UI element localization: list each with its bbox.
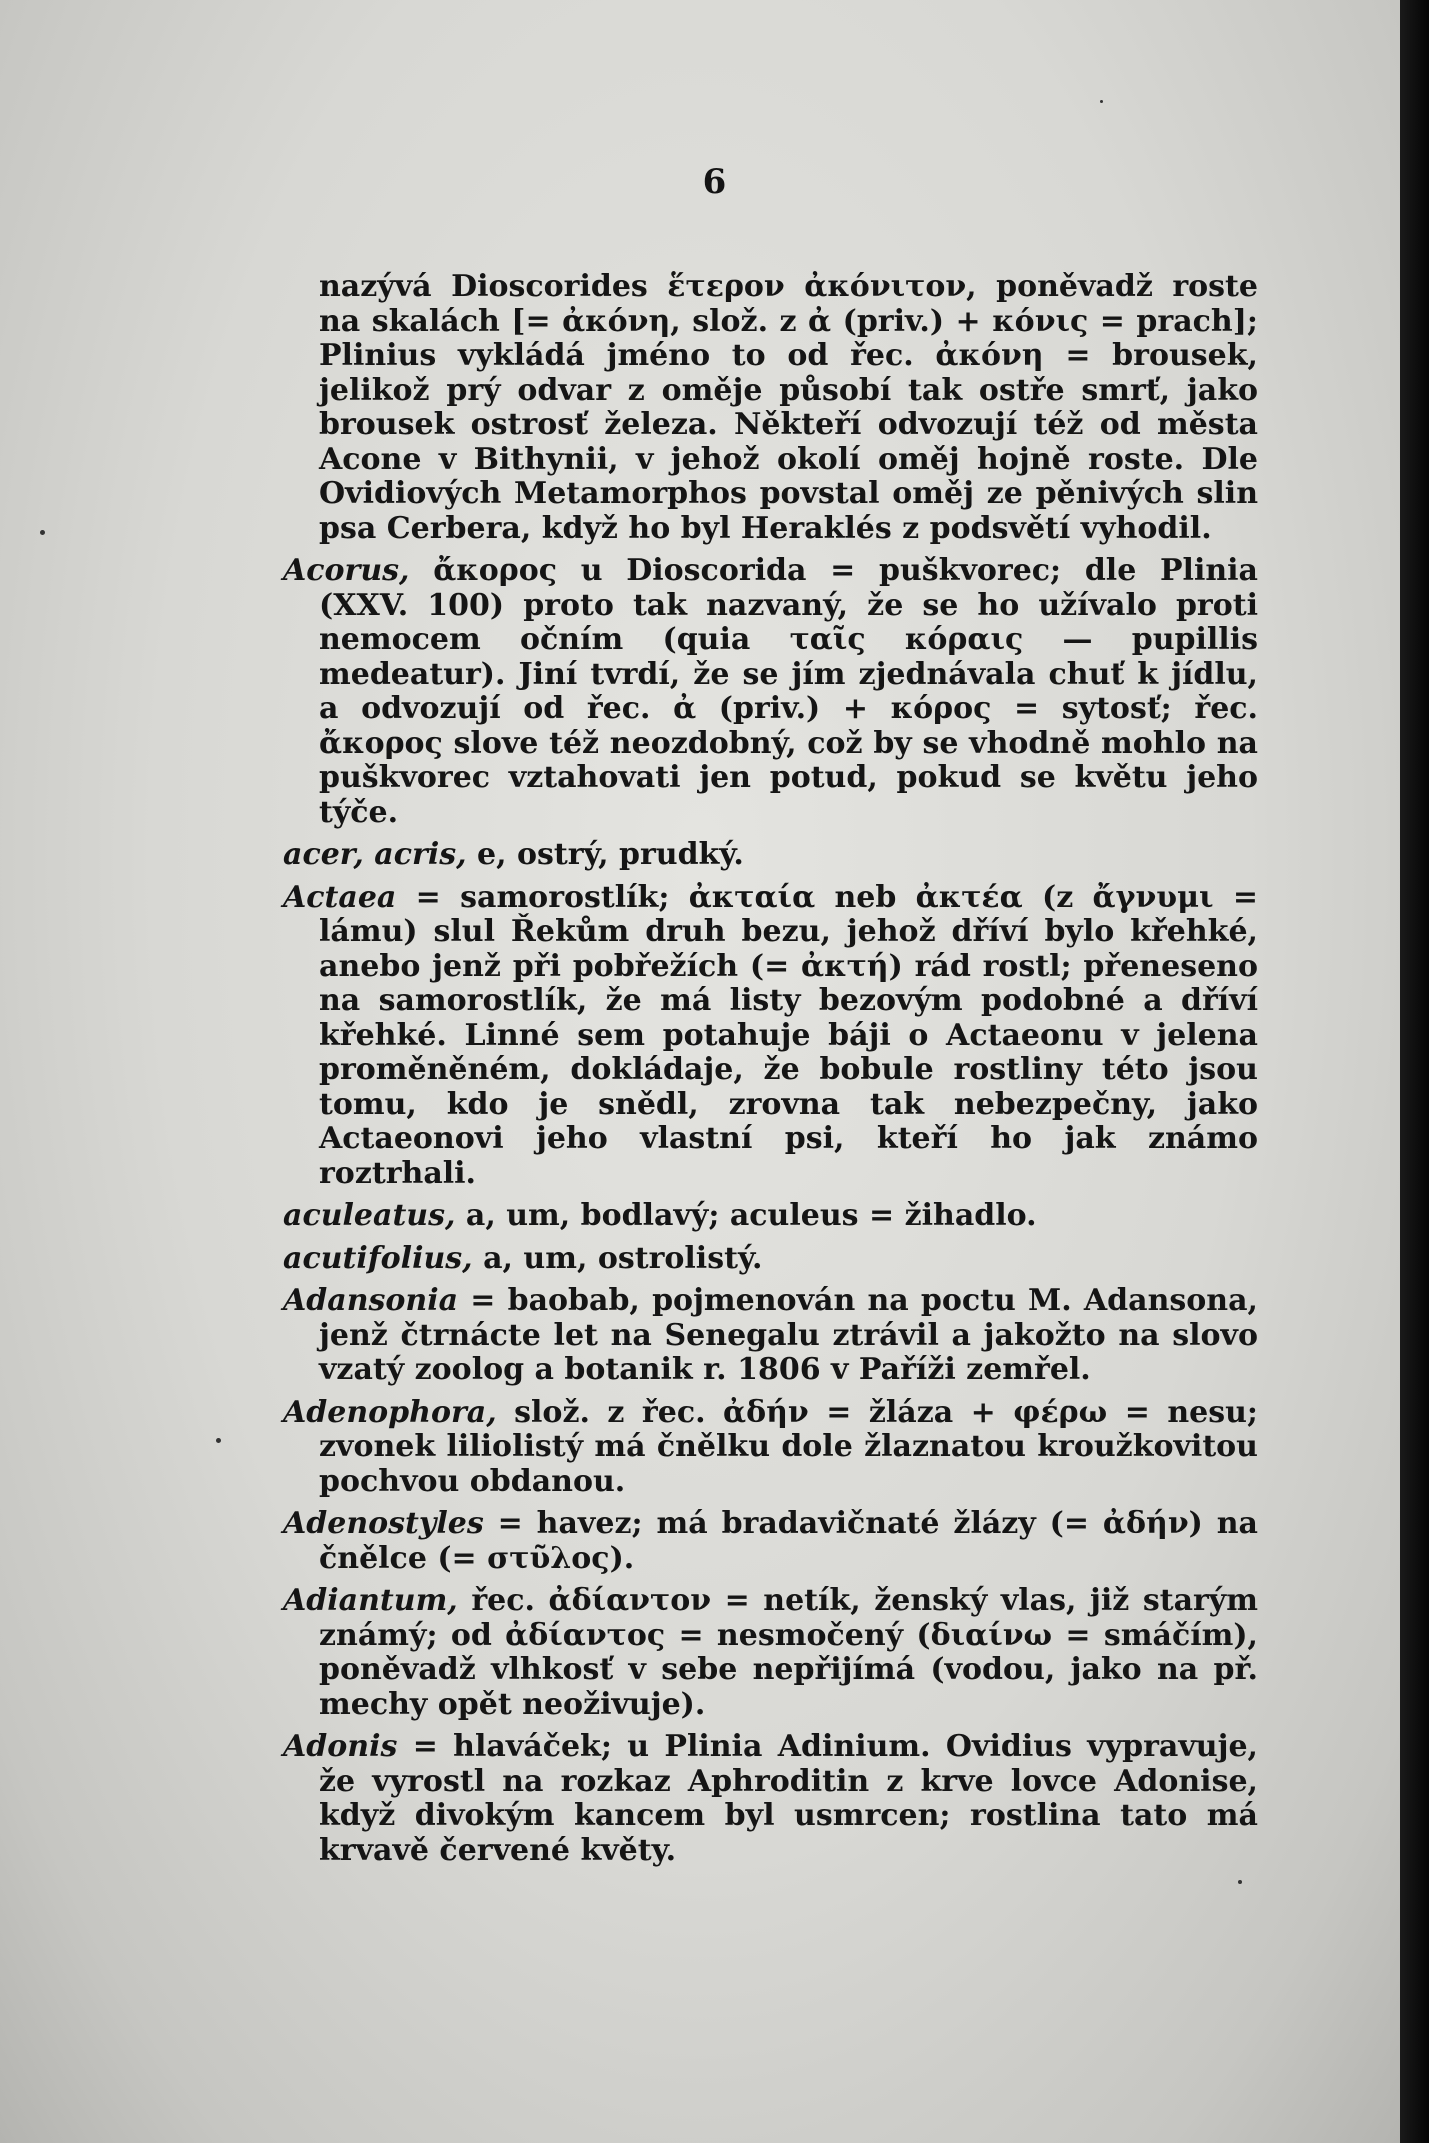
- entry-adansonia: [283, 1284, 1258, 1388]
- headword: Actaea: [283, 879, 397, 915]
- scan-speck: [40, 530, 45, 535]
- entry-acorus: [283, 554, 1258, 830]
- headword: Adansonia: [283, 1283, 459, 1318]
- entry-acutifolius: [283, 1242, 1258, 1277]
- headword: Acorus,: [283, 553, 410, 588]
- headword: acutifolius,: [283, 1240, 473, 1276]
- entry-text: = hlaváček; u Plinia Adinium. Ovidius vypravuje, že vyrostl na rozkaz Aphroditin z krve lovce Adonise, když divokým kancem byl usmrcen; rostlina tato má krvavě červené květy.: [319, 1729, 1258, 1868]
- entry-continuation: [283, 270, 1258, 546]
- entry-adonis: [283, 1730, 1258, 1868]
- headword: Adenophora,: [283, 1394, 497, 1430]
- scan-speck: [1238, 1880, 1242, 1884]
- entry-acer: [283, 838, 1258, 873]
- entry-text: ἄκορος u Dioscorida = puškvorec; dle Plinia (XXV. 100) proto tak nazvaný, že se ho užívalo proti nemocem očním (quia ταῖς κόραις — pupillis medeatur). Jiní tvrdí, že se jím zjednávala chuť k jídlu, a odvozují od řec. ἀ (priv.) + κόρος = sytosť; řec. ἄκορος slove též neozdobný, což by se vhodně mohlo na puškvorec vztahovati jen potud, pokud se květu jeho týče.: [319, 553, 1258, 830]
- entry-text: e, ostrý, prudký.: [466, 837, 744, 872]
- entry-text: nazývá Dioscorides ἕτερον ἀκόνιτον, poněvadž roste na skalách [= ἀκόνη, slož. z ἀ (priv.) + κόνις = prach]; Plinius vykládá jméno to od řec. ἀκόνη = brousek, jelikož prý odvar z oměje působí tak ostře smrť, jako brousek ostrosť železa. Někteří odvozují též od města Acone v Bithynii, v jehož okolí oměj hojně roste. Dle Ovidiových Metamorphos povstal oměj ze pěnivých slin psa Cerbera, když ho byl Heraklés z podsvětí vyhodil.: [319, 269, 1258, 546]
- page-number: 6: [702, 162, 727, 202]
- scan-speck: [1100, 100, 1103, 103]
- entry-text: a, um, ostrolistý.: [472, 1240, 763, 1276]
- entry-adiantum: [283, 1584, 1258, 1722]
- entry-text: = samorostlík; ἀκταία neb ἀκτέα (z ἄγνυμι = lámu) slul Řekům druh bezu, jehož dříví bylo křehké, anebo jenž při pobřežích (= ἀκτή) rád rostl; přeneseno na samorostlík, že má listy bezovým podobné a dříví křehké. Linné sem potahuje báji o Actaeonu v jelena proměněném, dokládaje, že bobule rostliny této jsou tomu, kdo je snědl, zrovna tak nebezpečny, jako Actaeonovi jeho vlastní psi, kteří ho jak známo roztrhali.: [319, 879, 1258, 1191]
- headword: acer, acris,: [283, 837, 467, 872]
- headword: Adonis: [283, 1729, 398, 1764]
- entry-text: řec. ἀδίαντον = netík, ženský vlas, již starým známý; od ἀδίαντος = nesmočený (διαίνω = smáčím), poněvadž vlhkosť v sebe nepřijímá (vodou, jako na př. mechy opět neoživuje).: [319, 1583, 1258, 1722]
- entry-adenophora: [283, 1396, 1258, 1500]
- headword: Adenostyles: [283, 1506, 484, 1541]
- entry-actaea: [283, 881, 1258, 1192]
- entry-text: = havez; má bradavičnaté žlázy (= ἀδήν) na čnělce (= στῦλος).: [319, 1506, 1258, 1576]
- page-edge: [1400, 0, 1429, 2143]
- entry-text: a, um, bodlavý; aculeus = žihadlo.: [455, 1198, 1037, 1233]
- headword: aculeatus,: [283, 1198, 456, 1233]
- entry-text: slož. z řec. ἀδήν = žláza + φέρω = nesu; zvonek liliolistý má čnělku dole žlaznatou kroužkovitou pochvou obdanou.: [319, 1394, 1258, 1499]
- entry-adenostyles: [283, 1507, 1258, 1576]
- scan-speck: [216, 1438, 221, 1443]
- entry-text: = baobab, pojmenován na poctu M. Adansona, jenž čtrnácte let na Senegalu ztrávil a jakožto na slovo vzatý zoolog a botanik r. 1806 v Paříži zemřel.: [319, 1283, 1258, 1387]
- headword: Adiantum,: [283, 1583, 458, 1618]
- entry-aculeatus: [283, 1199, 1258, 1234]
- dictionary-text: [283, 270, 1258, 1876]
